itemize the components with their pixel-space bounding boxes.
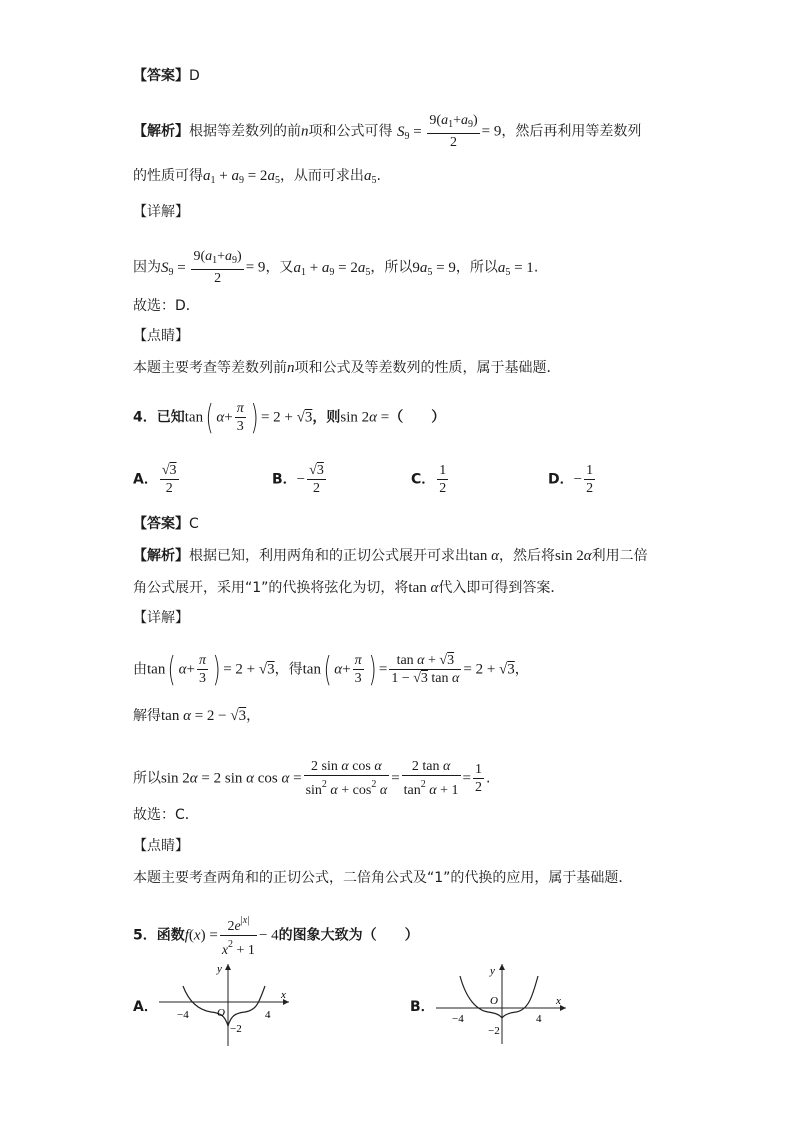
text: ， [514, 661, 529, 678]
q4-solve-line [133, 706, 260, 726]
y-label: y [217, 963, 222, 975]
text: B． [272, 471, 297, 488]
fraction: $\frac{\pi}{3}$ [236, 401, 244, 434]
math: sin 2α = 2 sin α cos α = [161, 770, 302, 787]
q5-graph-b [432, 958, 572, 1048]
q3-choice: 故选：D． [133, 298, 200, 314]
math: = 9 [481, 123, 502, 140]
math: tan [302, 661, 321, 678]
q5-stem [133, 912, 419, 959]
text: 代入即可得到答案． [438, 580, 565, 596]
curve [460, 976, 538, 1018]
q3-analysis-line2 [133, 166, 381, 191]
math: tan α = 2 − √3 [161, 708, 247, 724]
math: = 2 + √3 [260, 409, 313, 426]
q5-option-b-label [410, 997, 435, 1017]
fraction: $\frac{\text{tan α + √3}}{\text{1 − √3 tan α}}$ [391, 653, 460, 686]
q4-option-c [411, 462, 450, 497]
q4-analysis-line2 [133, 578, 564, 598]
origin-label: O [490, 995, 498, 1007]
tick-y: −2 [488, 1025, 500, 1037]
math: sin 2α = [340, 409, 390, 426]
q4-analysis-line1 [133, 546, 648, 566]
tick-left: −4 [177, 1009, 189, 1021]
math: f(x) = [184, 927, 218, 944]
text: ，则 [312, 409, 341, 426]
text: 已知 [156, 409, 185, 426]
q4-detail-line [133, 649, 529, 690]
text: 由 [133, 661, 147, 678]
origin-label: O [217, 1007, 225, 1019]
q4-analysis-tag: 【解析】 [133, 548, 189, 564]
text: 本题主要考查等差数列前 [133, 360, 287, 376]
q5-number: 5． [133, 927, 157, 944]
text: ，从而可求出 [279, 168, 364, 184]
text: B． [410, 999, 435, 1015]
math: $9a_5 = 9$ [412, 259, 456, 278]
fraction: $\frac{\pi}{3}$ [354, 653, 362, 686]
tick-left: −4 [452, 1013, 464, 1025]
fraction: $\frac{2e^{|x|}}{x^2 + 1}$ [220, 912, 257, 959]
math: = 2 + √3 [463, 661, 515, 678]
q4-stem [133, 397, 446, 438]
q3-answer-value: D [189, 68, 200, 84]
math: = [378, 661, 388, 678]
q3-analysis-tag: 【解析】 [133, 123, 189, 140]
text: ，又 [265, 259, 294, 276]
math: $a_5 = 1$ [497, 259, 534, 278]
fraction: $\frac{9(a_1+a_9)}{2}$ [429, 113, 478, 150]
q4-option-d [548, 462, 597, 497]
text: ，得 [274, 661, 303, 678]
math: n [287, 360, 295, 376]
paren: ( [167, 649, 176, 690]
q3-answer-line [133, 66, 200, 86]
fraction: $\frac{1}{2}$ [475, 762, 483, 795]
text: D． [548, 471, 574, 488]
text: . [533, 259, 539, 276]
text: 因为 [133, 259, 161, 276]
math: − [573, 471, 583, 488]
tick-y: −2 [230, 1023, 242, 1035]
text: 根据等差数列的前 [189, 123, 301, 140]
fraction: $\frac{9(a_1+a_9)}{2}$ [193, 249, 242, 286]
text: 根据已知，利用两角和的正切公式展开可求出 [189, 548, 469, 564]
q3-detail-tag: 【详解】 [133, 204, 189, 220]
math: α [178, 661, 187, 678]
q4-comment: 本题主要考查两角和的正切公式，二倍角公式及“1”的代换的应用，属于基础题． [133, 870, 633, 886]
tick-right: 4 [265, 1009, 271, 1021]
text: A． [133, 999, 158, 1015]
math: = [391, 770, 400, 787]
math: + [342, 661, 351, 678]
q3-detail-line [133, 248, 538, 287]
q4-detail-tag: 【详解】 [133, 610, 189, 626]
q3-analysis-line1 [133, 112, 641, 151]
q4-comment-tag: 【点睛】 [133, 838, 189, 854]
fraction: $\frac{\pi}{3}$ [198, 653, 206, 686]
math: $a_1 + a_9 = 2a_5$ [203, 168, 280, 186]
paren: ( [323, 649, 332, 690]
math: $S_9$ = [161, 259, 190, 278]
q4-number: 4． [133, 409, 157, 426]
q3-comment [133, 358, 561, 378]
text: C． [411, 471, 436, 488]
q4-answer-tag: 【答案】 [133, 516, 189, 532]
fraction: $\frac{1}{2}$ [586, 463, 594, 496]
text: 的性质可得 [133, 168, 203, 184]
curve [183, 986, 265, 1026]
x-label: x [281, 989, 286, 1001]
text: 函数 [156, 927, 185, 944]
math: tan [147, 661, 166, 678]
x-axis-arrow [560, 1005, 566, 1011]
text: 利用二倍 [591, 548, 648, 564]
math: $a_5$ [363, 168, 377, 186]
math: = 9 [245, 259, 266, 276]
math: − 4 [258, 927, 279, 944]
text: 项和公式可得 [308, 123, 393, 140]
text: ，所以 [455, 259, 498, 276]
math: − [296, 471, 306, 488]
text: 的图象大致为（ ） [278, 927, 419, 944]
paren: ( [205, 397, 214, 438]
text: ， [246, 708, 261, 724]
q5-graph-a [155, 960, 295, 1050]
math: = [462, 770, 472, 787]
formula-s9: $S_9$ = [396, 123, 426, 142]
text: 项和公式及等差数列的性质，属于基础题． [294, 360, 561, 376]
y-label: y [490, 965, 495, 977]
q4-answer-value: C [189, 516, 199, 532]
math: sin 2α [554, 548, 592, 564]
math: α [334, 661, 343, 678]
paren: ) [250, 397, 259, 438]
math: n [301, 123, 309, 140]
x-label: x [556, 995, 561, 1007]
text: ，然后再利用等差数列 [501, 123, 642, 140]
math: = 2 + √3 [223, 661, 275, 678]
fraction: $\frac{√3}{2}$ [309, 463, 324, 496]
y-axis-arrow [225, 964, 231, 970]
q3-comment-tag: 【点睛】 [133, 328, 189, 344]
text: ，所以 [370, 259, 413, 276]
text: ，然后将 [498, 548, 555, 564]
fraction: $\frac{\text{2 tan α}}{\tan^2 \alpha + 1}$ [403, 759, 459, 798]
math: + [224, 409, 233, 426]
q4-option-a [133, 462, 181, 497]
paren: ) [212, 649, 221, 690]
text: . [376, 168, 381, 184]
fraction: $\frac{1}{2}$ [439, 463, 447, 496]
q4-choice: 故选：C． [133, 807, 199, 823]
y-axis-arrow [499, 964, 505, 970]
text: （ ） [389, 409, 446, 426]
text: 所以 [133, 770, 161, 787]
math: α [216, 409, 225, 426]
q3-answer-tag: 【答案】 [133, 68, 189, 84]
math: tan α [408, 580, 439, 596]
fraction: $\frac{\text{2 sin α cos α}}{\sin^2 \alpha + \cos^2 \alpha}$ [305, 759, 388, 798]
text: 角公式展开，采用“1”的代换将弦化为切，将 [133, 580, 409, 596]
q4-so-line [133, 758, 490, 799]
text: . [486, 770, 491, 787]
text: 解得 [133, 708, 161, 724]
paren: ) [368, 649, 377, 690]
math: + [186, 661, 195, 678]
math: tan α [469, 548, 499, 564]
fraction: $\frac{√3}{2}$ [161, 463, 177, 496]
tick-right: 4 [536, 1013, 542, 1025]
q4-answer-line [133, 514, 199, 534]
math: $a_1 + a_9 = 2a_5$ [293, 259, 371, 278]
math: tan [184, 409, 204, 426]
q4-option-b [272, 462, 328, 497]
text: A． [133, 471, 158, 488]
